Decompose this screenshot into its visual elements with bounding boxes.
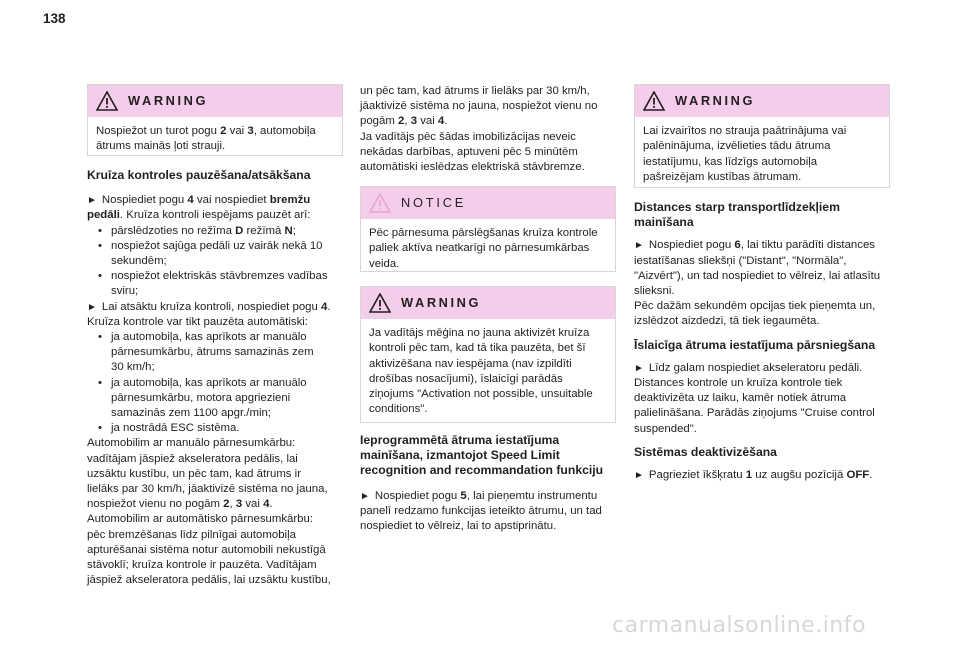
warning-header	[635, 85, 889, 117]
section-distance: Distances starp transportlīdzekļiem mainīšana ► Nospiediet pogu 6, lai tiktu parādīti distances iestatīšanas sliekšņi ("Distant", "Normāla", "Aizvērt"), un tad nospiediet to vēlreiz, lai atlasītu slieksni. Pēc dažām sekundēm opcijas tiek pieņemta un, izslēdzot aizdedzi, tā tiek iegaumēta. Īslaicīga ātruma iestatījuma pārsniegšana ► Līdz galam nospiediet akseleratoru pedāli. Distances kontrole un kruīza kontrole tiek deaktivizēta uz laiku, kamēr notiek ātruma palielināšana. Parādās ziņojums "Cruise control suspended". Sistēmas deaktivizēšana ► Pagrieziet īkšķratu 1 uz augšu pozīcijā OFF.	[634, 200, 896, 483]
list-item: • nospiežot elektriskās stāvbremzes vadības sviru;	[87, 269, 347, 299]
warning-title: WARNING	[128, 93, 209, 109]
warning-title: WARNING	[675, 93, 756, 109]
warning-box	[360, 286, 616, 423]
warning-text: Nospiežot un turot pogu 2 vai 3, automobiļa ātrums mainās ļoti strauji.	[96, 125, 316, 153]
notice-header	[361, 187, 615, 219]
section-pause-resume: Kruīza kontroles pauzēšana/atsākšana ► Nospiediet pogu 4 vai nospiediet bremžu pedāli. Kruīza kontroli iespējams pauzēt arī: • pārslēdzoties no režīma D režīmā N; • nospiežot sajūga pedāli uz vairāk nekā 10 sekundēm; • nospiežot elektriskās stāvbremzes vadības sviru; ► Lai atsāktu kruīza kontroli, nospiediet pogu 4. Kruīza kontrole var tikt pauzēta automātiski: • ja automobiļa, kas aprīkots ar manuālo pārnesumkārbu, ātrums samazinās zem 30 km/h; • ja automobiļa, kas aprīkots ar manuālo pārnesumkārbu, motora apgriezieni samazinās zem 1100 apgr./min; • ja nostrādā ESC sistēma. Automobilim ar manuālo pārnesumkārbu: vadītājam jāspiež akseleratora pedālis, lai uzsāktu kustību, un pēc tam, kad ātrums ir lielāks par 30 km/h, jāaktivizē sistēma no jauna, nospiežot vienu no pogām 2, 3 vai 4. Automobilim ar automātisko pārnesumkārbu: pēc bremzēšanas līdz pilnīgai automobiļa apturēšanai sistēma notur automobili nekustīgā stāvoklī; kruīza kontrole ir pauzēta. Vadītājam jāspiež akseleratora pedālis, lai uzsāktu kustību,	[87, 168, 347, 588]
notice-title: NOTICE	[401, 195, 467, 211]
section-speed-limit: Ieprogrammētā ātruma iestatījuma mainīšana, izmantojot Speed Limit recognition and recommandation funkciju ► Nospiediet pogu 5, lai pieņemtu instrumentu panelī redzamo funkcijas ieteikto ātrumu, un tad nospiediet to vēlreiz, lai to apstiprinātu.	[360, 433, 622, 534]
arrow-icon: ►	[87, 301, 97, 313]
arrow-icon: ►	[634, 240, 644, 252]
section-heading: Kruīza kontroles pauzēšana/atsākšana	[87, 168, 311, 182]
arrow-icon: ►	[360, 490, 370, 502]
page-number: 138	[43, 11, 66, 26]
notice-box	[360, 186, 616, 272]
instruction-line: ► Pagrieziet īkšķratu 1 uz augšu pozīcijā OFF.	[634, 469, 873, 482]
warning-title: WARNING	[401, 295, 482, 311]
list-item: • ja nostrādā ESC sistēma.	[87, 421, 347, 436]
list-item: • nospiežot sajūga pedāli uz vairāk nekā 10 sekundēm;	[87, 239, 347, 269]
watermark: carmanualsonline.info	[612, 613, 866, 638]
warning-box	[87, 84, 343, 156]
instruction-line: ► Nospiediet pogu 4 vai nospiediet bremžu	[87, 194, 311, 207]
warning-header	[361, 287, 615, 319]
section-heading: Sistēmas deaktivizēšana	[634, 444, 777, 459]
list-item: • pārslēdzoties no režīma D režīmā N;	[87, 224, 347, 239]
section-heading: Distances starp transportlīdzekļiem mainīšana	[634, 200, 840, 230]
notice-triangle-icon	[369, 193, 391, 213]
instruction-line: ► Līdz galam nospiediet akseleratoru pedāli.	[634, 361, 863, 374]
arrow-icon: ►	[634, 362, 644, 374]
warning-text: Lai izvairītos no strauja paātrinājuma vai palēninājuma, izvēlieties tādu ātruma iestatījumu, kas līdzīgs automobiļa pašreizējam kustības ātrumam.	[643, 125, 847, 183]
warning-triangle-icon	[643, 91, 665, 111]
warning-triangle-icon	[369, 293, 391, 313]
warning-header	[88, 85, 342, 117]
warning-box	[634, 84, 890, 188]
instruction-line: ► Nospiediet pogu 6, lai tiktu parādīti distances	[634, 239, 875, 252]
arrow-icon: ►	[634, 470, 644, 482]
section-heading: Īslaicīga ātruma iestatījuma pārsniegšana	[634, 337, 876, 352]
section-heading: Ieprogrammētā ātruma iestatījuma mainīšana, izmantojot Speed Limit recognition and recommandation funkciju	[360, 433, 604, 478]
notice-text: Pēc pārnesuma pārslēgšanas kruīza kontrole paliek aktīva neatkarīgi no pārnesumkārbas veida.	[369, 227, 598, 270]
list-item: • ja automobiļa, kas aprīkots ar manuālo pārnesumkārbu, motora apgriezieni samazinās zem 1100 apgr./min;	[87, 376, 347, 422]
instruction-line: ► Lai atsāktu kruīza kontroli, nospiediet pogu 4.	[87, 300, 331, 313]
arrow-icon: ►	[87, 195, 97, 207]
list-item: • ja automobiļa, kas aprīkots ar manuālo pārnesumkārbu, ātrums samazinās zem 30 km/h;	[87, 330, 347, 376]
paragraph-continuation: un pēc tam, kad ātrums ir lielāks par 30 km/h, jāaktivizē sistēma no jauna, nospiežot vienu no pogām 2, 3 vai 4. Ja vadītājs pēc šādas imobilizācijas neveic nekādas darbības, aptuveni pēc 5 minūtēm automātiski ieslēdzas elektriskā stāvbremze.	[360, 85, 598, 174]
warning-text: Ja vadītājs mēģina no jauna aktivizēt kruīza kontroli pēc tam, kad tā tika pauzēta, bet šī aktivizēšana nav iespējama (nav izpildīti drošības nosacījumi), īslaicīgi parādās ziņojums "Activation not possible, unsuitable conditions".	[369, 327, 593, 416]
warning-triangle-icon	[96, 91, 118, 111]
instruction-line: ► Nospiediet pogu 5, lai pieņemtu instrumentu	[360, 489, 598, 502]
